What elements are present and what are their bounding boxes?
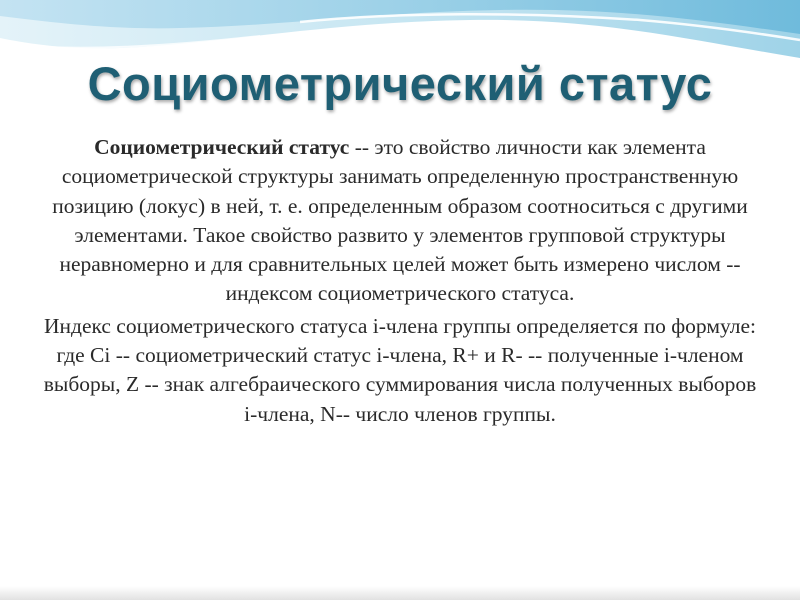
definition-paragraph bbox=[40, 133, 760, 309]
bottom-edge-shadow bbox=[0, 586, 800, 600]
definition-term: Социометрический статус bbox=[94, 135, 350, 159]
definition-text: -- это свойство личности как элемента социометрической структуры занимать определенную пространственную позицию (локус) в ней, т. е. определенным образом соотноситься с другими элементами. Такое свойство развито у элементов групповой структуры неравномерно и для сравнительных целей может быть измерено числом -- индексом социометрического статуса. bbox=[52, 135, 748, 306]
slide-body bbox=[40, 133, 760, 429]
index-formula-intro: Индекс социометрического статуса i-члена группы определяется по формуле: bbox=[43, 313, 757, 338]
slide-title: Социометрический статус bbox=[87, 57, 713, 110]
formula-legend: где Ci -- социометрический статус i-члена, R+ и R- -- полученные i-членом выборы, Z -- знак алгебраического суммирования числа полученных выборов i-члена, N-- число членов группы. bbox=[43, 343, 757, 426]
